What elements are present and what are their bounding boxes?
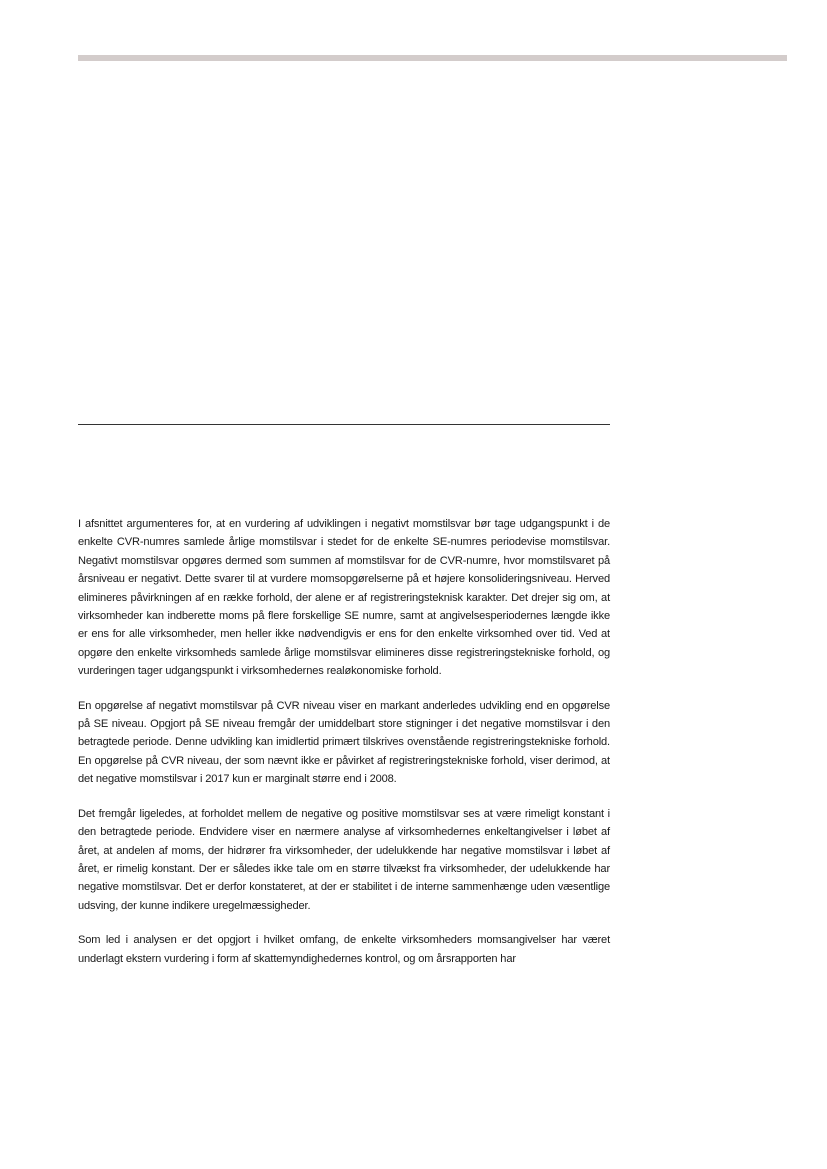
section-divider xyxy=(78,424,610,425)
paragraph-2: En opgørelse af negativt momstilsvar på CVR niveau viser en markant anderledes udvikling end en opgørelse på SE niveau. Opgjort på SE niveau fremgår der umiddelbart store stigninger i det negative momstilsvar i den betragtede periode. Denne udvikling kan imidlertid primært tilskrives ovenstående registreringstekniske forhold. En opgørelse på CVR niveau, der som nævnt ikke er påvirket af registreringstekniske forhold, viser derimod, at det negative momstilsvar i 2017 kun er marginalt større end i 2008. xyxy=(78,699,610,786)
paragraph-4: Som led i analysen er det opgjort i hvilket omfang, de enkelte virksomheders momsangivelser har været underlagt ekstern vurdering i form af skattemyndighedernes kontrol, og om årsrapporten har xyxy=(78,934,610,965)
paragraph-3: Det fremgår ligeledes, at forholdet mellem de negative og positive momstilsvar ses at være rimeligt konstant i den betragtede periode. Endvidere viser en nærmere analyse af virksomhedernes enkeltangivelser i løbet af året, at andelen af moms, der hidrører fra virksomheder, der udelukkende har negative momstilsvar i løbet af året, er rimelig konstant. Der er således ikke tale om en større tilvækst fra virksomheder, der udelukkende har negative momstilsvar. Det er derfor konstateret, at der er stabilitet i de interne sammenhænge uden væsentlige udsving, der kunne indikere uregelmæssigheder. xyxy=(78,807,610,912)
header-bar xyxy=(78,55,787,61)
paragraph-1: I afsnittet argumenteres for, at en vurdering af udviklingen i negativt momstilsvar bør tage udgangspunkt i de enkelte CVR-numres samlede årlige momstilsvar i stedet for de enkelte SE-numres periodevise momstilsvar. Negativt momstilsvar opgøres dermed som summen af momstilsvar for de CVR-numre, hvor momstilsvaret på årsniveau er negativt. Dette svarer til at vurdere momsopgørelserne på et højere konsolideringsniveau. Herved elimineres påvirkningen af en række forhold, der alene er af registreringsteknisk karakter. Det drejer sig om, at virksomheder kan indberette moms på flere forskellige SE numre, samt at angivelsesperiodernes længde ikke er ens for alle virksomheder, men heller ikke nødvendigvis er ens for den enkelte virksomhed over tid. Ved at opgøre den enkelte virksomheds samlede årlige momstilsvar elimineres disse registreringstekniske forhold, og vurderingen tager udgangspunkt i virksomhedernes realøkonomiske forhold. xyxy=(78,518,610,678)
body-text xyxy=(78,515,610,984)
